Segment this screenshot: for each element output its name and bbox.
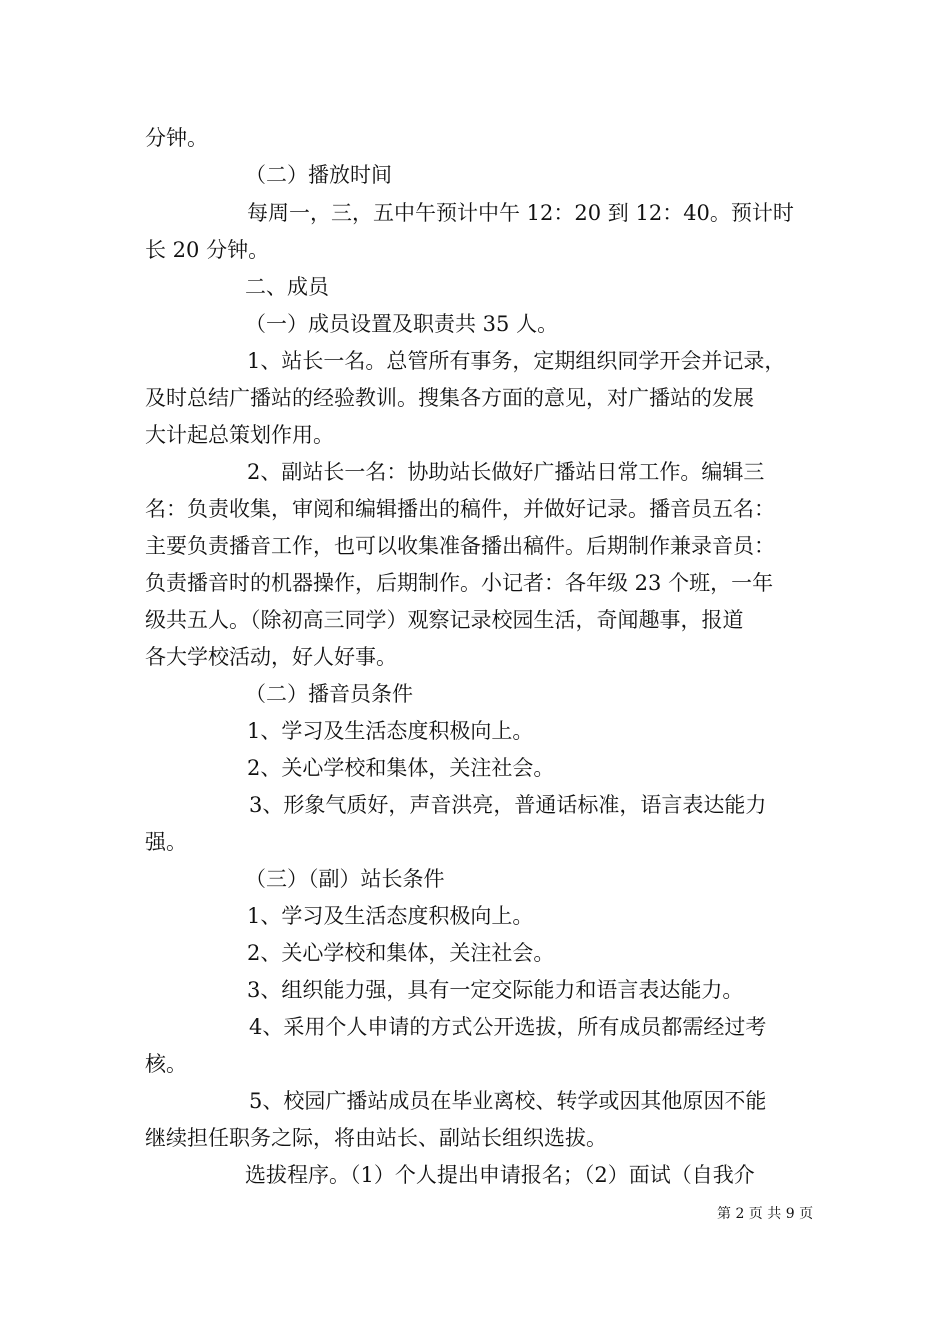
section-heading: （一）成员设置及职责共 35 人。	[245, 312, 559, 336]
section-heading: 二、成员	[245, 275, 329, 299]
page-number-footer: 第 2 页 共 9 页	[717, 1206, 814, 1222]
text-line: 3、组织能力强，具有一定交际能力和语言表达能力。	[247, 978, 744, 1002]
text-line: 5、校园广播站成员在毕业离校、转学或因其他原因不能	[249, 1089, 767, 1113]
text-line: 3、形象气质好，声音洪亮，普通话标准，语言表达能力	[249, 793, 767, 817]
text-line: 级共五人。（除初高三同学）观察记录校园生活，奇闻趣事，报道	[145, 608, 744, 632]
text-line: 1、学习及生活态度积极向上。	[247, 904, 534, 928]
text-line: 分钟。	[145, 126, 208, 150]
text-line: 每周一，三，五中午预计中午 12：20 到 12：40。预计时	[247, 201, 794, 225]
text-line: 主要负责播音工作，也可以收集准备播出稿件。后期制作兼录音员：	[145, 534, 775, 558]
text-line: 4、采用个人申请的方式公开选拔，所有成员都需经过考	[249, 1015, 767, 1039]
section-heading: （二）播音员条件	[245, 682, 413, 706]
text-line: 强。	[145, 830, 187, 854]
section-heading: （三）（副）站长条件	[245, 867, 445, 891]
section-heading: （二）播放时间	[245, 163, 392, 187]
text-line: 各大学校活动，好人好事。	[145, 645, 397, 669]
text-line: 2、副站长一名：协助站长做好广播站日常工作。编辑三	[247, 460, 765, 484]
text-line: 大计起总策划作用。	[145, 423, 334, 447]
text-line: 负责播音时的机器操作，后期制作。小记者：各年级 23 个班，一年	[145, 571, 774, 595]
text-line: 选拔程序。（1）个人提出申请报名；（2）面试（自我介	[245, 1163, 755, 1187]
text-line: 1、站长一名。总管所有事务，定期组织同学开会并记录，	[247, 349, 786, 373]
text-line: 继续担任职务之际，将由站长、副站长组织选拔。	[145, 1126, 607, 1150]
text-line: 名：负责收集，审阅和编辑播出的稿件，并做好记录。播音员五名：	[145, 497, 775, 521]
text-line: 核。	[145, 1052, 187, 1076]
text-line: 2、关心学校和集体，关注社会。	[247, 756, 555, 780]
text-line: 及时总结广播站的经验教训。搜集各方面的意见，对广播站的发展	[145, 386, 754, 410]
text-line: 1、学习及生活态度积极向上。	[247, 719, 534, 743]
text-line: 长 20 分钟。	[145, 238, 270, 262]
text-line: 2、关心学校和集体，关注社会。	[247, 941, 555, 965]
